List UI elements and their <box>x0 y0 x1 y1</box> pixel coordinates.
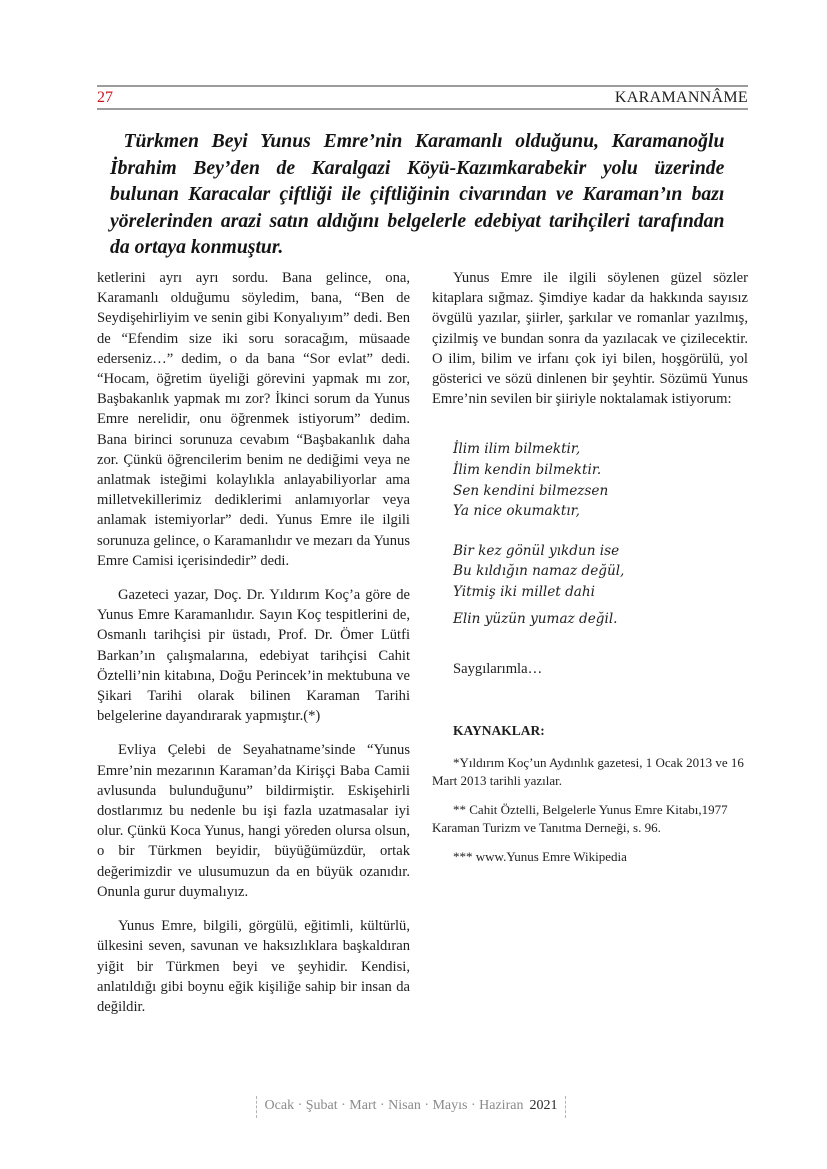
paragraph-yunus-emre-character: Yunus Emre, bilgili, görgülü, eğitimli, kültürlü, ülkesini seven, savunan ve haksızlıklara başkaldıran yiğit bir Türkmen beyi ve şeyhidir. Kendisi, anlatıldığı gibi boynu eğik kişiliğe sahip bir insan da değildir. <box>97 918 410 1015</box>
poem <box>432 439 748 629</box>
poem-line: İlim ilim bilmektir, <box>453 441 581 458</box>
poem-line: Sen kendini bilmezsen <box>453 482 609 499</box>
reference-item: *Yıldırım Koç’un Aydınlık gazetesi, 1 Ocak 2013 ve 16 Mart 2013 tarihli yazılar. <box>432 754 744 789</box>
poem-line: Bu kıldığın namaz değül, <box>453 563 625 580</box>
footer-months: Ocak · Şubat · Mart · Nisan · Mayıs · Haziran <box>264 1098 524 1113</box>
poem-line: Bir kez gönül yıkdun ise <box>453 542 620 559</box>
poem-line: İlim kendin bilmektir. <box>453 462 602 479</box>
footer-issue-info <box>256 1096 566 1120</box>
lead-paragraph <box>110 128 724 261</box>
poem-line: Elin yüzün yumaz değil. <box>453 610 618 627</box>
poem-stanza-1 <box>453 439 748 521</box>
poem-line: Ya nice okumaktır, <box>453 503 580 520</box>
footer-separator-left <box>256 1096 257 1118</box>
reference-item: ** Cahit Öztelli, Belgelerle Yunus Emre Kitabı,1977 Karaman Turizm ve Tanıtma Derneği, s. 96. <box>432 801 728 836</box>
footer-year: 2021 <box>529 1098 558 1113</box>
reference-item: *** www.Yunus Emre Wikipedia <box>453 848 627 864</box>
footer-separator-right <box>565 1096 566 1118</box>
poem-stanza-3 <box>453 609 748 630</box>
paragraph-evliya-celebi: Evliya Çelebi de Seyahatname’sinde “Yunus Emre’nin mezarının Karaman’da Kirişçi Baba Camii avlusunda bulunduğunu” bildirmiştir. Eskişehirli dostlarımız bu nedenle bu işi fazla uzatmasalar iyi olur. Çünkü Koca Yunus, hangi yöreden olursa olsun, o bir Türkmen beyidir, büyüğümüzdür, ortak değerimizdir ve ulusumuzun da en büyük ozanıdır. Onunla gurur duymalıyız. <box>97 742 410 900</box>
right-column <box>432 268 748 866</box>
poem-stanza-2 <box>453 541 748 603</box>
header-rule-bottom <box>97 108 748 110</box>
page-number: 27 <box>97 89 113 106</box>
poem-line: Yitmiş iki millet dahi <box>453 583 596 600</box>
references-heading: KAYNAKLAR: <box>453 723 545 739</box>
paragraph-continued: ketlerini ayrı ayrı sordu. Bana gelince, ona, Karamanlı olduğumu söyledim, bana, “Ben de Seydişehirliyim ve senin gibi Konyalıyım” dedi. Ben de “Efendim size iki soru soracağım, müsaade ederseniz…” dedim, o da bana “Sor evlat” dedi. “Hocam, öğretim üyeliği görevini yapmak mı zor, Başbakanlık yapmak mı zor? İkinci sorum da Yunus Emre nerelidir, onu öğrenmek istiyorum” dedim. Bana birinci sorunuza cevabım “Başbakanlık daha zor. Çünkü öğrencilerim benim ne dediğimi veya ne anlatmak isteğimi kolaylıkla anlayabiliyorlar ama milletvekillerimiz dediklerimi anlamıyorlar veya anlamak istemiyorlar” dedi. Yunus Emre ile ilgili sorunuza gelince, o Karamanlıdır ve mezarı da Yunus Emre Camisi içerisindedir” dedi. <box>97 270 410 569</box>
lead-text: Türkmen Beyi Yunus Emre’nin Karamanlı olduğunu, Karamanoğlu İbrahim Bey’den de Karalgazi Köyü-Kazımkarabekir yolu üzerinde bulunan Karacalar çiftliği ile çiftliğinin civarından ve Karaman’ın bazı yörelerinden arazi satın aldığını belgelerle edebiyat tarihçileri tarafından da ortaya konmuştur. <box>110 130 725 258</box>
paragraph-koc: Gazeteci yazar, Doç. Dr. Yıldırım Koç’a göre de Yunus Emre Karamanlıdır. Sayın Koç tespitlerini de, Osmanlı tarihçisi pir üstadı, Prof. Dr. Ömer Lütfi Barkan’ın çalışmalarına, edebiyat tarihçisi Cahit Öztelli’nin kitabına, Doğu Perincek’in mektubuna ve Şikari Tarihi olarak bilinen Karaman Tarihi belgelerine dayandırarak yapmıştır.(*) <box>97 587 410 725</box>
running-title: KARAMANNÂME <box>614 89 748 106</box>
header-rule-top <box>97 85 748 87</box>
closing-salutation: Saygılarımla… <box>453 661 543 678</box>
left-column <box>97 268 410 1017</box>
paragraph-intro: Yunus Emre ile ilgili söylenen güzel sözler kitaplara sığmaz. Şimdiye kadar da hakkında sayısız övgülü yazılar, şiirler, şarkılar ve romanlar yazılmış, çizilmiş ve bundan sonra da yazılacak ve çizilecektir. O ilim, bilim ve irfanı çok iyi bilen, hoşgörülü, yol gösterici ve sözü dinlenen bir şeyhtir. Sözümü Yunus Emre’nin sevilen bir şiiriyle noktalamak istiyorum: <box>432 270 748 408</box>
